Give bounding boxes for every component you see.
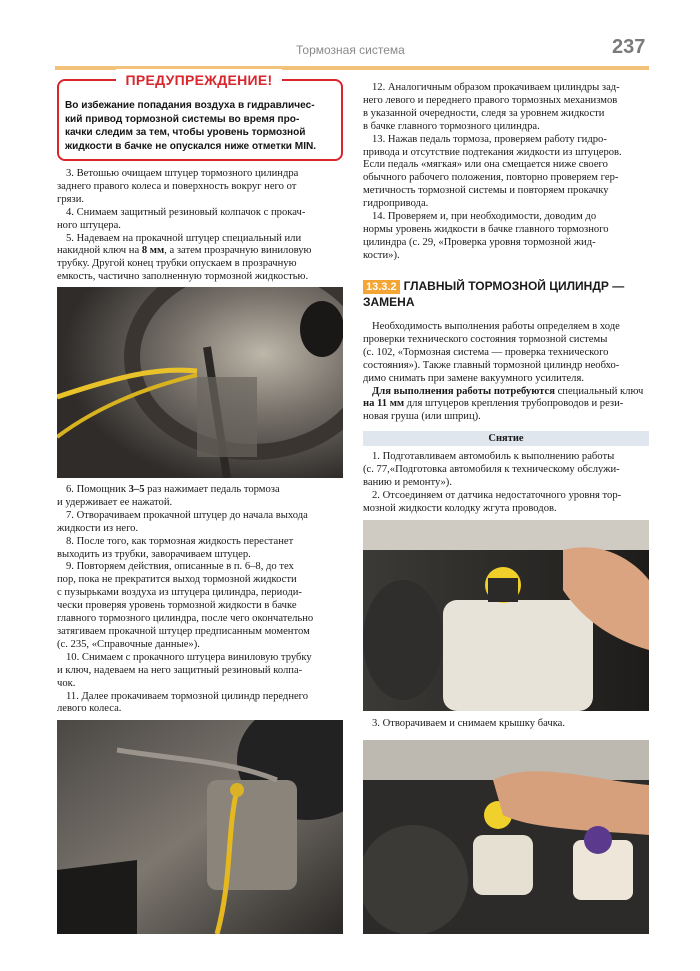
page-header-title: Тормозная система (296, 43, 405, 57)
subheading-removal: Снятие (363, 431, 649, 446)
paragraph: 7. Отворачиваем прокачной штуцер до начала выхода жидкости из него. (57, 509, 308, 534)
section-title-line2: ЗАМЕНА (363, 295, 415, 309)
paragraph: 11. Далее прокачиваем тормозной цилиндр переднего левого колеса. (57, 690, 309, 715)
right-column-text-1 (363, 82, 649, 263)
paragraph: 12. Аналогичным образом прокачиваем цилиндры зад- него левого и переднего правого тормозных механизмов в указанной очередности, следя за уровнем жидкости в бачке главного тормозного цилиндра. (363, 82, 620, 132)
paragraph: 3. Ветошью очищаем штуцер тормозного цилиндра заднего правого колеса и поверхность вокруг него от грязи. (57, 168, 299, 205)
paragraph: 4. Снимаем защитный резиновый колпачок с прокач- ного штуцера. (57, 206, 306, 231)
paragraph: 1. Подготавливаем автомобиль к выполнению работы (с. 77,«Подготовка автомобиля к техническому обслужи- ванию и ремонту»). (363, 451, 620, 488)
photo-rear-wheel-bleeding (57, 287, 343, 478)
paragraph: 13. Нажав педаль тормоза, проверяем работу гидро- привода и отсутствие подтекания жидкости из штуцеров. Если педаль «мягкая» или она смещается ниже своего обычного рабочего положения, повторно проверяем гер- метичность тормозной системы и повторяем прокачку гидропривода. (363, 133, 622, 210)
left-column-text-2 (57, 484, 343, 716)
section-heading (363, 278, 649, 310)
paragraph: 6. Помощник 3–5 раз нажимает педаль тормоза и удерживает ее нажатой. (57, 484, 280, 508)
left-column-text-1 (57, 168, 343, 284)
warning-title: ПРЕДУПРЕЖДЕНИЕ! (116, 69, 282, 91)
right-column-text-3 (363, 451, 649, 516)
paragraph: 10. Снимаем с прокачного штуцера виниловую трубку и ключ, надеваем на него защитный резиновый колпа- чок. (57, 651, 312, 689)
paragraph: 14. Проверяем и, при необходимости, доводим до нормы уровень жидкости в бачке главного тормозного цилиндра (с. 29, «Проверка уровня тормозной жид- кости»). (363, 211, 609, 261)
section-title-line1: ГЛАВНЫЙ ТОРМОЗНОЙ ЦИЛИНДР — (403, 279, 625, 293)
paragraph: Необходимость выполнения работы определяем в ходе проверки технического состояния тормозной системы (с. 102, «Тормозная система — проверка технического состояния»). Также главный тормозной цилиндр необхо- димо снимать при замене вакуумного усилителя. (363, 321, 620, 384)
paragraph: 5. Надеваем на прокачной штуцер специальный или накидной ключ на 8 мм, а затем прозрачную виниловую трубку. Другой конец трубки опускаем в прозрачную емкость, частично заполненную тормозной жидкостью. (57, 232, 312, 283)
warning-text: Во избежание попадания воздуха в гидравличес- кий привод тормозной системы во время про- качки следим за тем, чтобы уровень тормозной жидкости в бачке не опускался ниже отметки MIN. (65, 100, 317, 152)
section-number: 13.3.2 (363, 280, 400, 294)
warning-box (57, 72, 343, 161)
photo-remove-reservoir-cap (363, 740, 649, 934)
right-column-text-2 (363, 321, 649, 424)
paragraph: 8. После того, как тормозная жидкость перестанет выходить из трубки, заворачиваем штуцер. (57, 535, 294, 560)
photo-disconnect-sensor (363, 520, 649, 711)
paragraph: 2. Отсоединяем от датчика недостаточного уровня тор- мозной жидкости колодку жгута проводов. (363, 489, 622, 514)
page-number: 237 (612, 36, 646, 58)
photo-caption: 3. Отворачиваем и снимаем крышку бачка. (372, 718, 566, 729)
paragraph: 9. Повторяем действия, описанные в п. 6–8, до тех пор, пока не прекратится выход тормозной жидкости с пузырьками воздуха из штуцера цилиндра, периоди- чески проверяя уровень тормозной жидкости в бачке главного тормозного цилиндра, после чего окончательно затягиваем прокачной штуцер предписанным моментом (с. 235, «Справочные данные»). (57, 561, 314, 650)
photo-front-wheel-bleeding (57, 720, 343, 934)
paragraph: Для выполнения работы потребуются специальный ключ на 11 мм для штуцеров крепления трубопроводов и рези- новая груша (или шприц). (363, 385, 644, 423)
